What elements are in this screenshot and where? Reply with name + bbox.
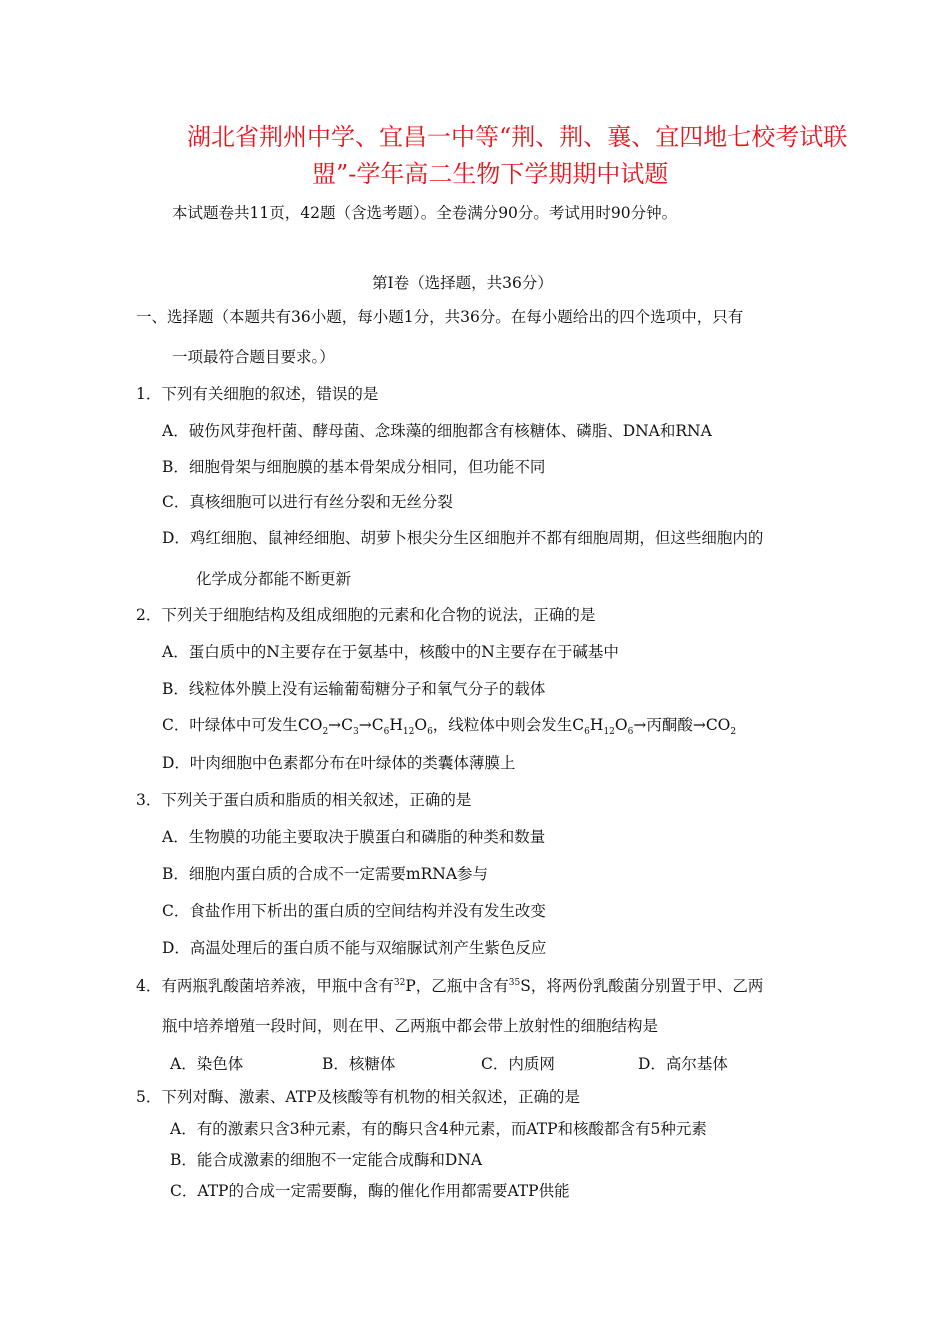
question-4-option-d: D．高尔基体	[638, 1055, 728, 1073]
question-3-stem: 3．下列关于蛋白质和脂质的相关叙述，正确的是	[136, 791, 472, 809]
question-1-option-d-line-1: D．鸡红细胞、鼠神经细胞、胡萝卜根尖分生区细胞并不都有细胞周期，但这些细胞内的	[162, 529, 764, 547]
q2c-text: O	[614, 716, 628, 734]
question-2-option-c	[162, 715, 737, 738]
q2c-sub: 6	[383, 727, 390, 738]
q2c-text: →C	[358, 716, 384, 734]
q4-text: S，将两份乳酸菌分别置于甲、乙两	[520, 977, 764, 995]
question-4-option-a: A．染色体	[170, 1055, 244, 1073]
q2c-text: C．叶绿体中可发生CO	[162, 716, 323, 734]
q2c-sub: 12	[402, 727, 415, 738]
question-4-option-b: B．核糖体	[322, 1055, 396, 1073]
question-2-option-d: D．叶肉细胞中色素都分布在叶绿体的类囊体薄膜上	[162, 754, 516, 772]
question-2-option-b: B．线粒体外膜上没有运输葡萄糖分子和氧气分子的载体	[162, 680, 546, 698]
q2c-text: →C	[328, 716, 354, 734]
instruction-line-1: 一、选择题（本题共有36小题，每小题1分，共36分。在每小题给出的四个选项中，只有	[136, 308, 744, 326]
question-1-option-a: A．破伤风芽孢杆菌、酵母菌、念珠藻的细胞都含有核糖体、磷脂、DNA和RNA	[162, 422, 712, 440]
section-title: 第Ⅰ卷（选择题，共36分）	[372, 274, 553, 292]
question-2-option-a: A．蛋白质中的N主要存在于氨基中，核酸中的N主要存在于碱基中	[162, 643, 619, 661]
q2c-text: H	[389, 716, 403, 734]
question-5-option-c: C．ATP的合成一定需要酶，酶的催化作用都需要ATP供能	[170, 1182, 570, 1200]
exam-intro: 本试题卷共11页，42题（含选考题）。全卷满分90分。考试用时90分钟。	[172, 204, 678, 222]
question-5-option-a: A．有的激素只含3种元素，有的酶只含4种元素，而ATP和核酸都含有5种元素	[170, 1120, 707, 1138]
q2c-text: H	[589, 716, 604, 734]
question-4-stem-line-1	[136, 976, 763, 996]
document-title-line-1: 湖北省荆州中学、宜昌一中等“荆、荆、襄、宜四地七校考试联	[187, 123, 848, 151]
question-2-stem: 2．下列关于细胞结构及组成细胞的元素和化合物的说法，正确的是	[136, 606, 596, 624]
question-1-option-c: C．真核细胞可以进行有丝分裂和无丝分裂	[162, 493, 453, 511]
q2c-sub: 2	[730, 727, 737, 738]
q2c-sub: 6	[584, 727, 590, 738]
question-3-option-b: B．细胞内蛋白质的合成不一定需要mRNA参与	[162, 865, 489, 883]
q4-text: 4．有两瓶乳酸菌培养液，甲瓶中含有	[136, 977, 394, 995]
question-1-option-b: B．细胞骨架与细胞膜的基本骨架成分相同，但功能不同	[162, 458, 546, 476]
q4-isotope-sup: 32	[393, 977, 406, 988]
question-1-option-d-line-2: 化学成分都能不断更新	[196, 570, 352, 588]
question-4-stem-line-2: 瓶中培养增殖一段时间，则在甲、乙两瓶中都会带上放射性的细胞结构是	[162, 1017, 659, 1035]
q2c-sub: 12	[603, 727, 615, 738]
q2c-sub: 6	[627, 727, 634, 738]
q2c-sub: 3	[353, 727, 359, 738]
question-3-option-a: A．生物膜的功能主要取决于膜蛋白和磷脂的种类和数量	[162, 828, 546, 846]
q2c-text: →丙酮酸→CO	[633, 716, 731, 734]
q2c-text: O	[414, 716, 428, 734]
question-3-option-d: D．高温处理后的蛋白质不能与双缩脲试剂产生紫色反应	[162, 939, 547, 957]
instruction-line-2: 一项最符合题目要求。）	[172, 348, 335, 366]
question-5-option-b: B．能合成激素的细胞不一定能合成酶和DNA	[170, 1151, 483, 1169]
question-1-stem: 1．下列有关细胞的叙述，错误的是	[136, 385, 379, 403]
q4-text: P，乙瓶中含有	[405, 977, 509, 995]
question-5-stem: 5．下列对酶、激素、ATP及核酸等有机物的相关叙述，正确的是	[136, 1088, 580, 1106]
q2c-sub: 6	[427, 727, 433, 738]
q4-isotope-sup: 35	[508, 977, 521, 988]
q2c-sub: 2	[322, 727, 329, 738]
q2c-text: ，线粒体中则会发生C	[432, 716, 585, 734]
document-title-line-2: 盟”-学年高二生物下学期期中试题	[312, 160, 669, 188]
question-3-option-c: C．食盐作用下析出的蛋白质的空间结构并没有发生改变	[162, 902, 546, 920]
question-4-option-c: C．内质网	[481, 1055, 555, 1073]
